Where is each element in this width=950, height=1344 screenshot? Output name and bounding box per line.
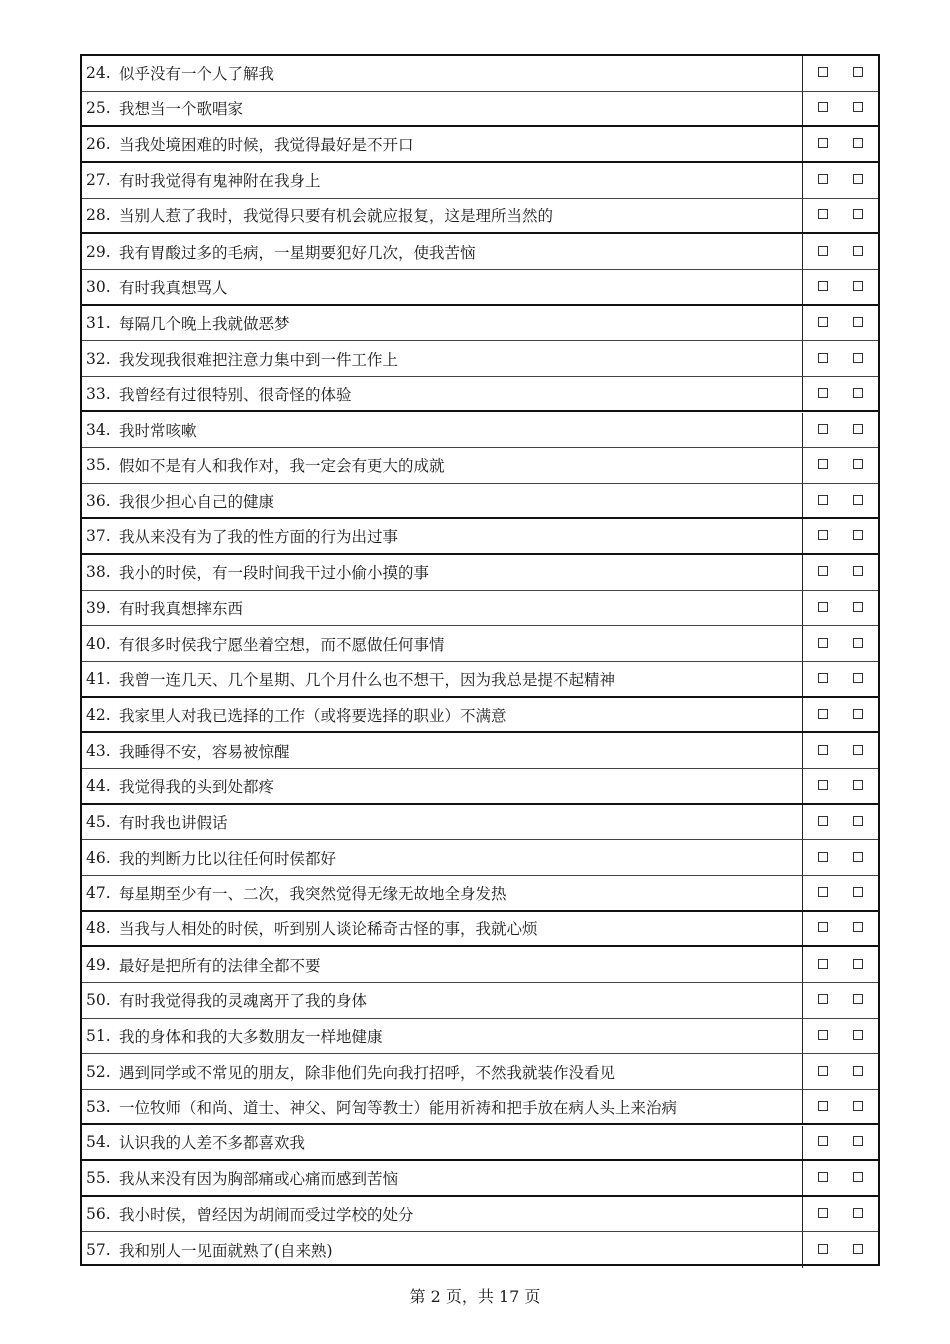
answer-checkbox-no[interactable] [853, 1208, 863, 1218]
answer-options [803, 698, 878, 732]
answer-options [803, 947, 878, 982]
answer-checkbox-no[interactable] [853, 209, 863, 219]
question-cell [82, 1019, 803, 1054]
answer-checkbox-yes[interactable] [818, 246, 828, 256]
question-text: 当我与人相处的时侯，听到别人谈论稀奇古怪的事，我就心烦 [119, 920, 538, 939]
question-number: 32. [86, 349, 111, 368]
question-cell [82, 270, 803, 304]
answer-checkbox-yes[interactable] [818, 281, 828, 291]
answer-checkbox-no[interactable] [853, 1172, 863, 1182]
question-text: 我小时侯，曾经因为胡闹而受过学校的处分 [119, 1206, 414, 1225]
answer-checkbox-yes[interactable] [818, 709, 828, 719]
question-number: 50. [86, 991, 111, 1010]
question-cell [82, 1090, 803, 1124]
answer-checkbox-no[interactable] [853, 1101, 863, 1111]
answer-checkbox-yes[interactable] [818, 1030, 828, 1040]
question-number: 34. [86, 420, 111, 439]
question-row [82, 306, 878, 342]
question-text: 我曾经有过很特别、很奇怪的体验 [119, 385, 352, 404]
answer-options [803, 769, 878, 803]
answer-checkbox-yes[interactable] [818, 994, 828, 1004]
question-number: 42. [86, 705, 111, 724]
question-number: 28. [86, 206, 111, 225]
answer-checkbox-yes[interactable] [818, 495, 828, 505]
question-text: 有时我真想骂人 [119, 278, 228, 297]
answer-checkbox-yes[interactable] [818, 388, 828, 398]
answer-checkbox-yes[interactable] [818, 317, 828, 327]
answer-checkbox-yes[interactable] [818, 638, 828, 648]
question-text: 当别人惹了我时，我觉得只要有机会就应报复，这是理所当然的 [119, 207, 554, 226]
question-text: 我从来没有因为胸部痛或心痛而感到苦恼 [119, 1169, 399, 1188]
question-row [82, 1161, 878, 1197]
question-text: 每隔几个晚上我就做恶梦 [119, 314, 290, 333]
answer-options [803, 270, 878, 304]
answer-checkbox-yes[interactable] [818, 138, 828, 148]
answer-options [803, 876, 878, 910]
answer-options [803, 983, 878, 1018]
answer-checkbox-no[interactable] [853, 353, 863, 363]
question-text: 我想当一个歌唱家 [119, 100, 244, 119]
question-number: 53. [86, 1097, 111, 1116]
question-number: 45. [86, 812, 111, 831]
question-row [82, 769, 878, 805]
answer-checkbox-yes[interactable] [818, 1172, 828, 1182]
answer-checkbox-yes[interactable] [818, 1136, 828, 1146]
question-row [82, 1054, 878, 1090]
answer-options [803, 484, 878, 518]
question-row [82, 163, 878, 199]
question-text: 我睡得不安，容易被惊醒 [119, 742, 290, 761]
answer-options [803, 591, 878, 626]
answer-checkbox-no[interactable] [853, 495, 863, 505]
answer-checkbox-no[interactable] [853, 317, 863, 327]
question-row [82, 876, 878, 912]
question-number: 29. [86, 242, 111, 261]
question-text: 我家里人对我已选择的工作（或将要选择的职业）不满意 [119, 706, 507, 725]
question-number: 35. [86, 456, 111, 475]
answer-options [803, 163, 878, 198]
question-row [82, 555, 878, 591]
answer-checkbox-no[interactable] [853, 1244, 863, 1254]
question-cell [82, 163, 803, 198]
answer-checkbox-yes[interactable] [818, 566, 828, 576]
question-row [82, 199, 878, 235]
question-number: 46. [86, 848, 111, 867]
answer-options [803, 413, 878, 448]
question-cell [82, 306, 803, 341]
answer-checkbox-yes[interactable] [818, 424, 828, 434]
question-text: 一位牧师（和尚、道士、神父、阿訇等教士）能用祈祷和把手放在病人头上来治病 [119, 1098, 678, 1117]
question-row [82, 805, 878, 841]
answer-checkbox-no[interactable] [853, 1066, 863, 1076]
question-cell [82, 805, 803, 840]
answer-options [803, 519, 878, 553]
question-text: 我时常咳嗽 [119, 421, 197, 440]
question-text: 遇到同学或不常见的朋友，除非他们先向我打招呼，不然我就装作没看见 [119, 1063, 616, 1082]
question-row [82, 341, 878, 377]
question-text: 假如不是有人和我作对，我一定会有更大的成就 [119, 457, 445, 476]
answer-checkbox-no[interactable] [853, 138, 863, 148]
answer-options [803, 840, 878, 875]
question-number: 41. [86, 669, 111, 688]
question-row [82, 983, 878, 1019]
question-text: 我发现我很难把注意力集中到一件工作上 [119, 350, 399, 369]
answer-options [803, 199, 878, 233]
question-number: 24. [86, 64, 111, 83]
question-row [82, 912, 878, 948]
answer-checkbox-no[interactable] [853, 67, 863, 77]
answer-checkbox-no[interactable] [853, 281, 863, 291]
answer-checkbox-yes[interactable] [818, 959, 828, 969]
question-row [82, 840, 878, 876]
question-row [82, 56, 878, 92]
question-number: 52. [86, 1062, 111, 1081]
answer-options [803, 912, 878, 946]
answer-checkbox-no[interactable] [853, 852, 863, 862]
question-cell [82, 1161, 803, 1195]
answer-checkbox-no[interactable] [853, 780, 863, 790]
answer-options [803, 805, 878, 840]
answer-checkbox-no[interactable] [853, 566, 863, 576]
question-number: 36. [86, 491, 111, 510]
question-row [82, 519, 878, 555]
question-number: 47. [86, 883, 111, 902]
question-text: 我有胃酸过多的毛病，一星期要犯好几次，使我苦恼 [119, 243, 476, 262]
question-text: 似乎没有一个人了解我 [119, 65, 275, 84]
question-text: 最好是把所有的法律全都不要 [119, 956, 321, 975]
answer-checkbox-yes[interactable] [818, 816, 828, 826]
answer-checkbox-no[interactable] [853, 994, 863, 1004]
page-footer: 第 2 页，共 17 页 [409, 1287, 541, 1306]
question-row [82, 92, 878, 128]
question-cell [82, 413, 803, 448]
question-text: 有时我真想摔东西 [119, 600, 244, 619]
question-text: 当我处境困难的时候，我觉得最好是不开口 [119, 136, 414, 155]
question-cell [82, 1126, 803, 1160]
question-text: 有很多时侯我宁愿坐着空想，而不愿做任何事情 [119, 635, 445, 654]
question-row [82, 270, 878, 306]
answer-options [803, 92, 878, 126]
answer-checkbox-no[interactable] [853, 1136, 863, 1146]
answer-options [803, 1090, 878, 1124]
question-cell [82, 840, 803, 875]
answer-checkbox-no[interactable] [853, 745, 863, 755]
question-cell [82, 662, 803, 696]
question-cell [82, 912, 803, 946]
question-number: 38. [86, 563, 111, 582]
answer-checkbox-yes[interactable] [818, 1101, 828, 1111]
answer-options [803, 662, 878, 696]
answer-checkbox-no[interactable] [853, 246, 863, 256]
question-cell [82, 199, 803, 233]
answer-checkbox-yes[interactable] [818, 209, 828, 219]
question-cell [82, 234, 803, 269]
answer-options [803, 1054, 878, 1089]
answer-checkbox-no[interactable] [853, 816, 863, 826]
answer-checkbox-no[interactable] [853, 673, 863, 683]
question-cell [82, 947, 803, 982]
answer-checkbox-yes[interactable] [818, 530, 828, 540]
answer-options [803, 1197, 878, 1232]
question-number: 39. [86, 599, 111, 618]
answer-options [803, 341, 878, 376]
question-cell [82, 876, 803, 910]
answer-checkbox-no[interactable] [853, 709, 863, 719]
answer-options [803, 306, 878, 341]
answer-checkbox-no[interactable] [853, 174, 863, 184]
question-cell [82, 341, 803, 376]
question-text: 我的身体和我的大多数朋友一样地健康 [119, 1027, 383, 1046]
answer-checkbox-yes[interactable] [818, 174, 828, 184]
question-cell [82, 92, 803, 126]
question-row [82, 698, 878, 734]
answer-options [803, 1019, 878, 1054]
answer-checkbox-no[interactable] [853, 887, 863, 897]
answer-checkbox-no[interactable] [853, 530, 863, 540]
question-text: 我觉得我的头到处都疼 [119, 777, 275, 796]
question-cell [82, 626, 803, 661]
answer-options [803, 377, 878, 411]
question-text: 有时我也讲假话 [119, 813, 228, 832]
question-row [82, 591, 878, 627]
question-cell [82, 484, 803, 518]
question-number: 55. [86, 1168, 111, 1187]
question-number: 26. [86, 135, 111, 154]
question-row [82, 413, 878, 449]
question-number: 57. [86, 1241, 111, 1260]
questionnaire-table [80, 54, 880, 1266]
question-row [82, 377, 878, 413]
answer-options [803, 733, 878, 768]
question-cell [82, 448, 803, 483]
answer-options [803, 626, 878, 661]
answer-options [803, 56, 878, 91]
answer-checkbox-yes[interactable] [818, 673, 828, 683]
question-row [82, 1197, 878, 1233]
question-cell [82, 1197, 803, 1232]
question-number: 44. [86, 776, 111, 795]
question-text: 认识我的人差不多都喜欢我 [119, 1134, 306, 1153]
answer-options [803, 127, 878, 161]
answer-checkbox-yes[interactable] [818, 602, 828, 612]
answer-options [803, 1161, 878, 1195]
answer-checkbox-no[interactable] [853, 388, 863, 398]
question-number: 27. [86, 171, 111, 190]
answer-checkbox-yes[interactable] [818, 780, 828, 790]
question-cell [82, 591, 803, 626]
question-row [82, 733, 878, 769]
question-text: 我很少担心自己的健康 [119, 492, 275, 511]
question-row [82, 626, 878, 662]
question-row [82, 1019, 878, 1055]
question-number: 33. [86, 384, 111, 403]
answer-checkbox-no[interactable] [853, 424, 863, 434]
answer-checkbox-no[interactable] [853, 1030, 863, 1040]
question-text: 我和别人一见面就熟了(自来熟) [119, 1242, 333, 1261]
question-cell [82, 56, 803, 91]
answer-options [803, 1232, 878, 1268]
question-cell [82, 1054, 803, 1089]
question-row [82, 484, 878, 520]
question-number: 37. [86, 527, 111, 546]
question-text: 我从来没有为了我的性方面的行为出过事 [119, 528, 399, 547]
answer-checkbox-yes[interactable] [818, 922, 828, 932]
question-row [82, 1232, 878, 1268]
question-number: 43. [86, 741, 111, 760]
question-row [82, 1126, 878, 1162]
question-number: 40. [86, 634, 111, 653]
answer-checkbox-no[interactable] [853, 602, 863, 612]
question-number: 31. [86, 313, 111, 332]
answer-checkbox-no[interactable] [853, 459, 863, 469]
question-text: 有时我觉得有鬼神附在我身上 [119, 172, 321, 191]
answer-checkbox-yes[interactable] [818, 102, 828, 112]
answer-checkbox-yes[interactable] [818, 1066, 828, 1076]
answer-checkbox-no[interactable] [853, 959, 863, 969]
question-cell [82, 519, 803, 553]
answer-checkbox-no[interactable] [853, 638, 863, 648]
question-cell [82, 555, 803, 590]
answer-options [803, 448, 878, 483]
question-number: 49. [86, 955, 111, 974]
question-row [82, 127, 878, 163]
answer-options [803, 234, 878, 269]
answer-checkbox-yes[interactable] [818, 459, 828, 469]
question-text: 我的判断力比以往任何时侯都好 [119, 849, 337, 868]
question-row [82, 1090, 878, 1126]
question-text: 有时我觉得我的灵魂离开了我的身体 [119, 992, 368, 1011]
answer-checkbox-no[interactable] [853, 922, 863, 932]
question-text: 我曾一连几天、几个星期、几个月什么也不想干，因为我总是提不起精神 [119, 670, 616, 689]
question-number: 56. [86, 1205, 111, 1224]
answer-checkbox-yes[interactable] [818, 887, 828, 897]
question-number: 51. [86, 1026, 111, 1045]
question-cell [82, 127, 803, 161]
answer-checkbox-yes[interactable] [818, 1244, 828, 1254]
answer-options [803, 1126, 878, 1160]
answer-checkbox-yes[interactable] [818, 353, 828, 363]
answer-checkbox-yes[interactable] [818, 1208, 828, 1218]
question-row [82, 448, 878, 484]
question-text: 每星期至少有一、二次，我突然觉得无缘无故地全身发热 [119, 884, 507, 903]
question-row [82, 947, 878, 983]
question-number: 25. [86, 99, 111, 118]
question-cell [82, 983, 803, 1018]
question-number: 30. [86, 277, 111, 296]
question-cell [82, 769, 803, 803]
question-cell [82, 733, 803, 768]
question-number: 54. [86, 1133, 111, 1152]
question-cell [82, 377, 803, 411]
answer-options [803, 555, 878, 590]
question-text: 我小的时侯，有一段时间我干过小偷小摸的事 [119, 564, 430, 583]
answer-checkbox-yes[interactable] [818, 745, 828, 755]
answer-checkbox-no[interactable] [853, 102, 863, 112]
question-row [82, 234, 878, 270]
question-cell [82, 1232, 803, 1268]
question-cell [82, 698, 803, 732]
question-row [82, 662, 878, 698]
question-number: 48. [86, 919, 111, 938]
answer-checkbox-yes[interactable] [818, 67, 828, 77]
answer-checkbox-yes[interactable] [818, 852, 828, 862]
